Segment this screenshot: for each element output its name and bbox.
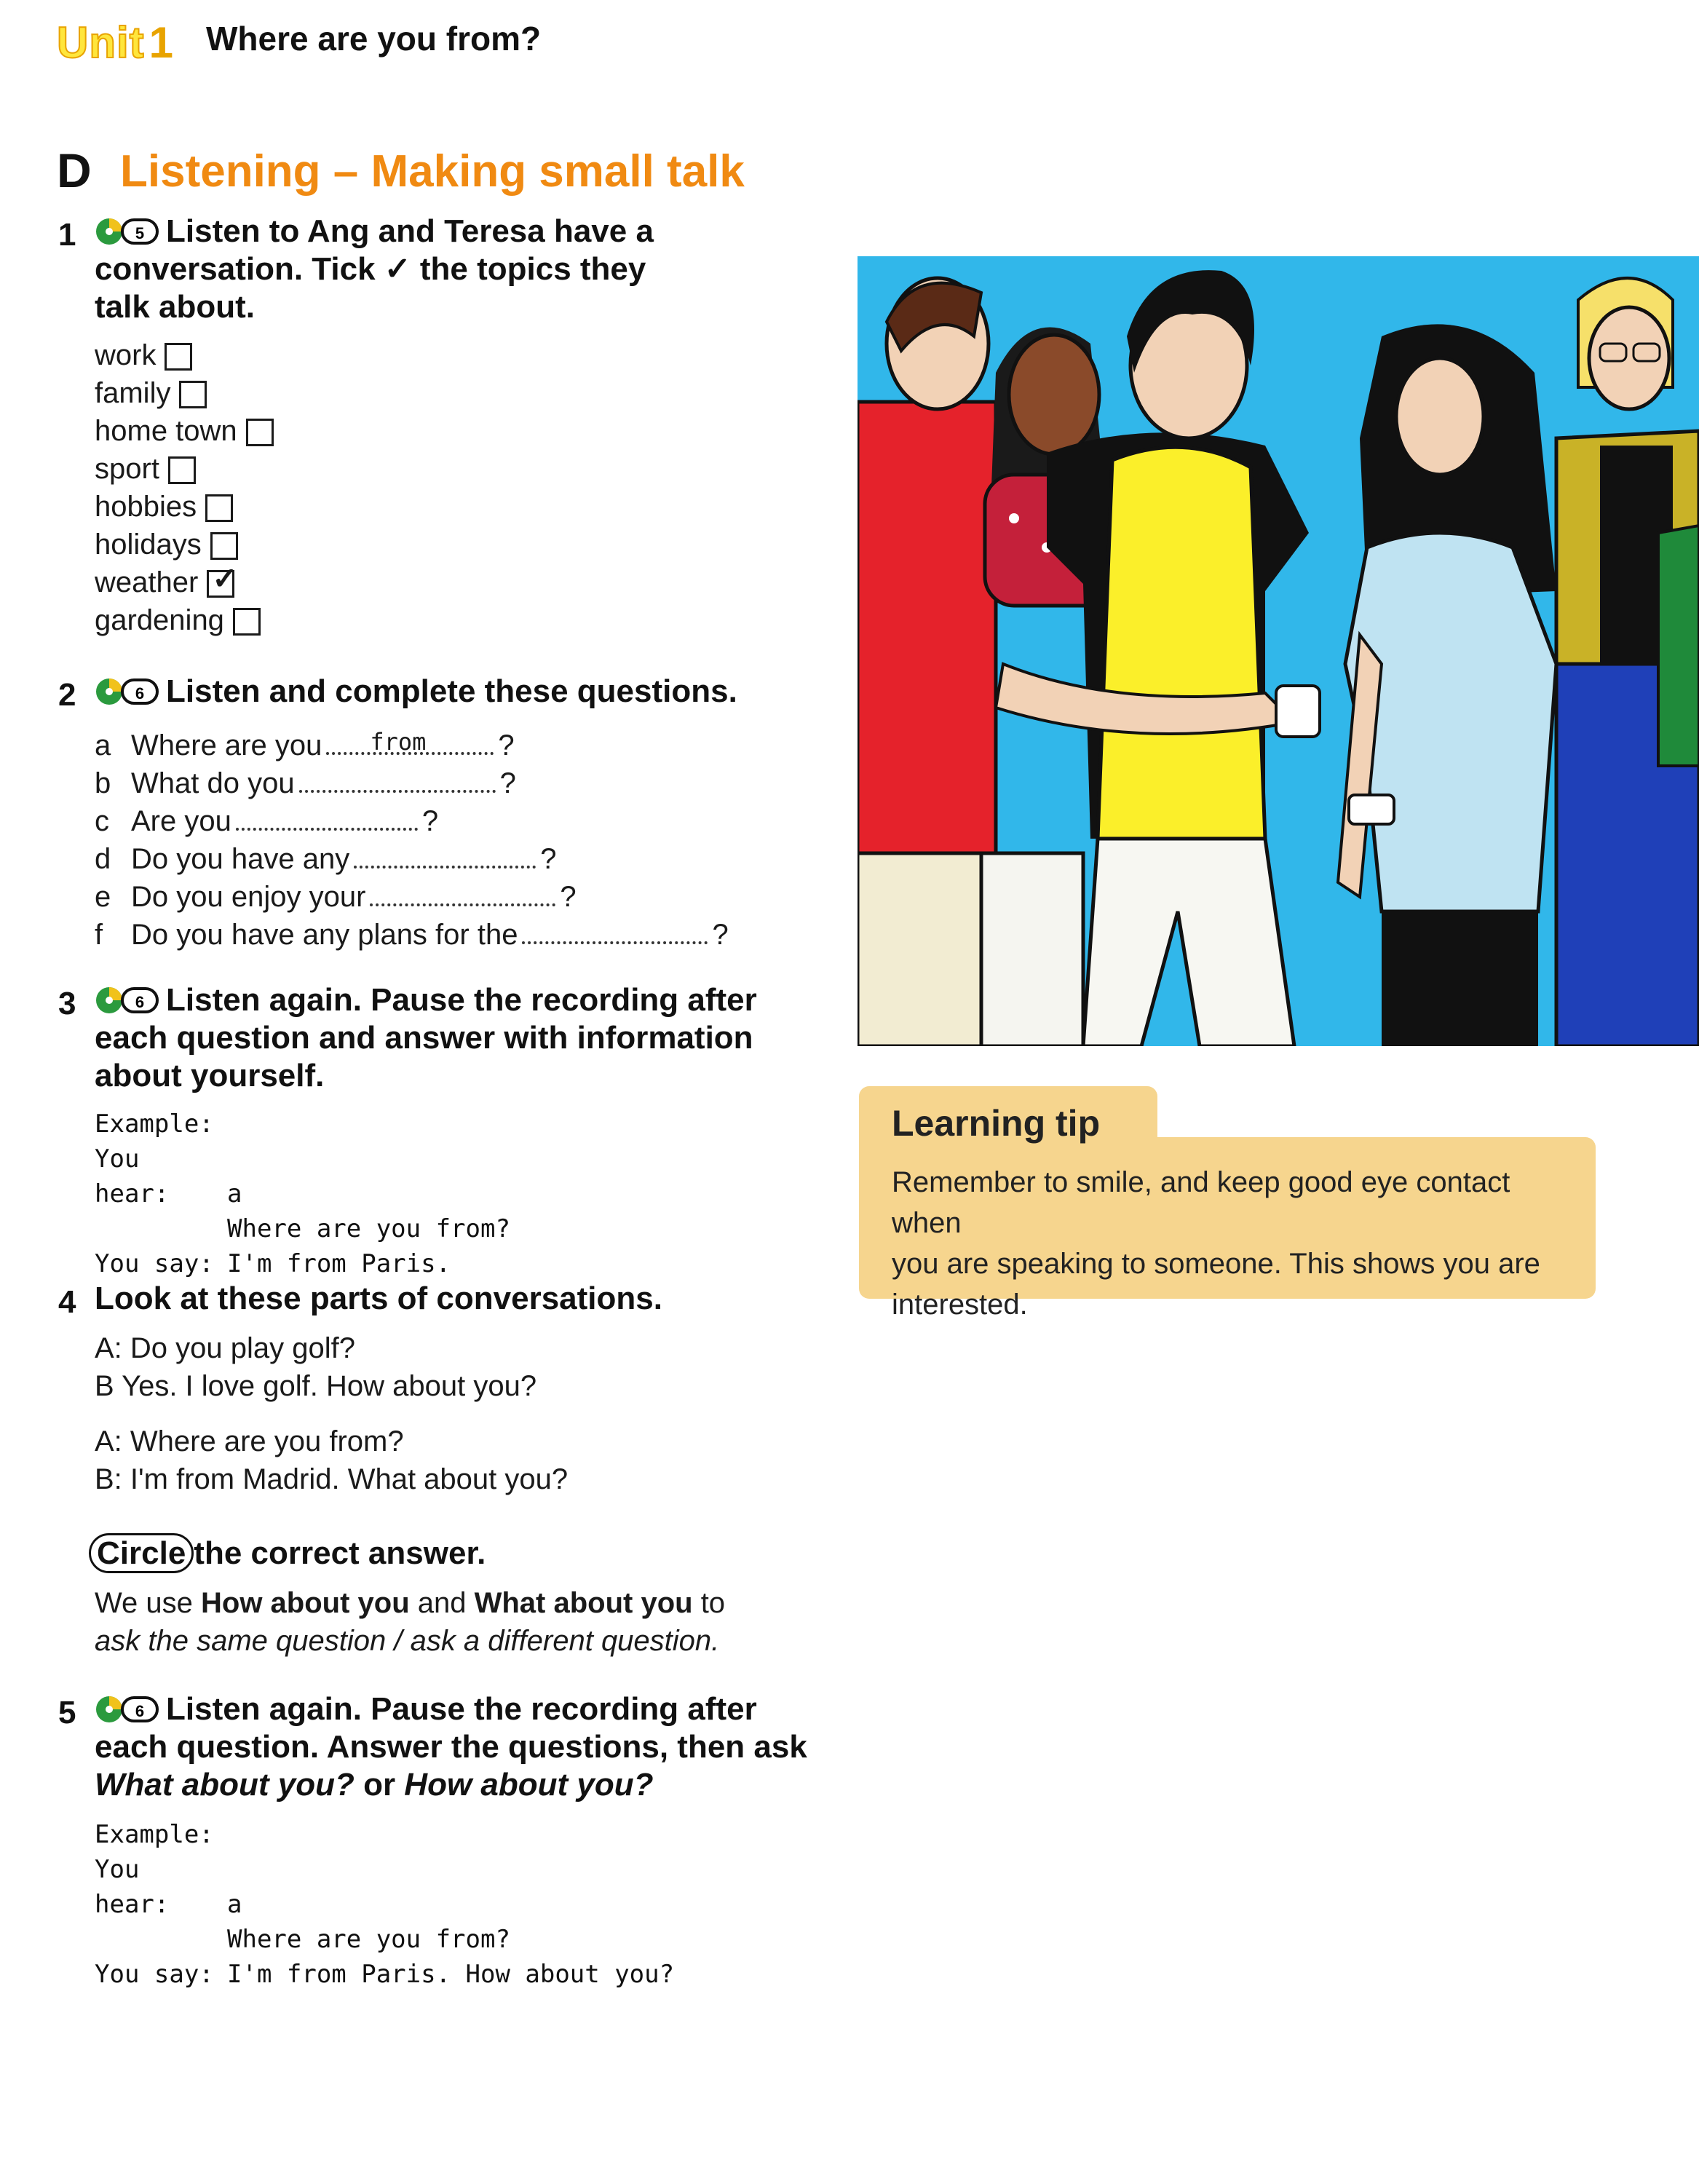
exercise-3-text-3: about yourself. bbox=[95, 1058, 325, 1093]
cd-track-number: 5 bbox=[135, 224, 145, 242]
you-say-row bbox=[95, 1246, 510, 1281]
dialogue-2-line-a: A: Where are you from? bbox=[95, 1425, 404, 1457]
question-letter: f bbox=[95, 919, 103, 951]
topic-checkbox[interactable] bbox=[246, 419, 274, 446]
question-row bbox=[95, 878, 577, 916]
rule-and: and bbox=[409, 1587, 475, 1619]
cd-track-number: 6 bbox=[135, 1702, 145, 1720]
question-text: Where are you bbox=[131, 729, 322, 761]
learning-tip-text bbox=[892, 1162, 1576, 1325]
section-letter: D bbox=[57, 143, 92, 197]
rule-how-about-you: How about you bbox=[201, 1587, 410, 1619]
what-about-you-italic: What about you? bbox=[95, 1767, 355, 1803]
rule-answer-options[interactable]: ask the same question / ask a different question. bbox=[95, 1625, 720, 1657]
topic-item bbox=[95, 412, 274, 450]
answer-blank[interactable] bbox=[354, 858, 536, 869]
topic-item bbox=[95, 374, 207, 412]
question-text: Do you have any plans for the bbox=[131, 919, 518, 951]
topic-item bbox=[95, 336, 192, 374]
question-letter: e bbox=[95, 881, 111, 913]
question-text: Do you have any bbox=[131, 843, 350, 875]
exercise-5-text-1: Listen again. Pause the recording after bbox=[166, 1691, 757, 1727]
rule-to: to bbox=[692, 1587, 726, 1619]
you-hear-row bbox=[95, 1852, 674, 1922]
topic-label: holidays bbox=[95, 529, 202, 561]
circled-word: Circle bbox=[89, 1533, 194, 1573]
question-letter: a bbox=[95, 729, 111, 761]
topic-item bbox=[95, 488, 233, 526]
exercise-4-number: 4 bbox=[58, 1284, 76, 1320]
exercise-1-instruction bbox=[95, 213, 823, 326]
question-mark: ? bbox=[498, 729, 515, 761]
circle-instruction-rest: the correct answer. bbox=[194, 1535, 486, 1571]
exercise-2-instruction bbox=[95, 673, 823, 711]
topic-item bbox=[95, 450, 196, 488]
exercise-5-text-3 bbox=[95, 1766, 859, 1804]
topic-checkbox[interactable] bbox=[165, 343, 192, 371]
exercise-1-number: 1 bbox=[58, 217, 76, 253]
exercise-1-text-3: talk about. bbox=[95, 289, 256, 325]
answer-blank[interactable] bbox=[522, 934, 708, 944]
learning-tip-title: Learning tip bbox=[892, 1103, 1101, 1144]
learning-tip-line-2: you are speaking to someone. This shows you are bbox=[892, 1248, 1540, 1280]
exercise-5-text-2: each question. Answer the questions, then ask bbox=[95, 1729, 807, 1765]
exercise-5-example bbox=[95, 1817, 674, 1992]
exercise-5-line-1 bbox=[95, 1690, 859, 1728]
usage-rule-line-1 bbox=[95, 1584, 725, 1622]
question-mark: ? bbox=[712, 919, 729, 951]
you-hear-text: Where are you from? bbox=[227, 1925, 510, 1954]
question-row bbox=[95, 840, 556, 878]
topic-item bbox=[95, 561, 238, 601]
people-drawing bbox=[858, 256, 1699, 1046]
rule-prefix: We use bbox=[95, 1587, 201, 1619]
topic-label: family bbox=[95, 377, 171, 409]
answer-text: from bbox=[370, 728, 427, 756]
topic-checkbox[interactable] bbox=[205, 494, 233, 522]
exercise-1-text-2: conversation. Tick ✓ the topics they bbox=[95, 251, 646, 287]
answer-blank[interactable] bbox=[299, 783, 496, 793]
question-row bbox=[95, 764, 516, 802]
topic-item bbox=[95, 601, 261, 639]
exercise-3-text-2: each question and answer with information bbox=[95, 1020, 753, 1056]
section-title: Listening – Making small talk bbox=[120, 146, 745, 197]
usage-rule bbox=[95, 1584, 725, 1660]
check-mark-icon: ✓ bbox=[212, 561, 238, 596]
you-hear-letter: a bbox=[227, 1890, 242, 1919]
topic-item bbox=[95, 526, 238, 563]
topic-checkbox[interactable] bbox=[179, 381, 207, 408]
question-letter: c bbox=[95, 805, 109, 837]
exercise-5-instruction bbox=[95, 1690, 859, 1804]
answer-blank[interactable] bbox=[370, 896, 555, 906]
exercise-3-number: 3 bbox=[58, 986, 76, 1021]
question-mark: ? bbox=[421, 805, 439, 837]
you-say-label: You say: bbox=[95, 1960, 214, 1989]
unit-word: Unit bbox=[57, 18, 145, 67]
question-mark: ? bbox=[499, 767, 516, 799]
or-word: or bbox=[354, 1767, 405, 1803]
learning-tip-line-3: interested. bbox=[892, 1289, 1028, 1321]
question-letter: b bbox=[95, 767, 111, 799]
exercise-1-text-1: Listen to Ang and Teresa have a bbox=[166, 213, 654, 249]
dialogue-1 bbox=[95, 1329, 536, 1405]
dialogue-1-line-a: A: Do you play golf? bbox=[95, 1332, 355, 1364]
question-mark: ? bbox=[540, 843, 557, 875]
exercise-5-number: 5 bbox=[58, 1695, 76, 1730]
dialogue-2-line-b: B: I'm from Madrid. What about you? bbox=[95, 1463, 569, 1495]
question-row bbox=[95, 802, 438, 840]
how-about-you-italic: How about you? bbox=[404, 1767, 654, 1803]
exercise-1-line-1 bbox=[95, 213, 823, 250]
you-say-row bbox=[95, 1957, 674, 1992]
answer-blank[interactable] bbox=[326, 728, 494, 756]
you-hear-label: You hear: bbox=[95, 1855, 170, 1919]
question-text: Do you enjoy your bbox=[131, 881, 366, 913]
example-label: Example: bbox=[95, 1109, 214, 1139]
question-letter: d bbox=[95, 843, 111, 875]
you-hear-label: You hear: bbox=[95, 1144, 170, 1208]
cd-track-icon[interactable] bbox=[95, 1695, 159, 1724]
you-say-label: You say: bbox=[95, 1249, 214, 1278]
dialogue-2 bbox=[95, 1423, 568, 1498]
topic-checkbox[interactable] bbox=[207, 561, 238, 598]
topic-label: home town bbox=[95, 415, 237, 447]
you-hear-letter: a bbox=[227, 1179, 242, 1208]
dialogue-1-line-b: B Yes. I love golf. How about you? bbox=[95, 1370, 537, 1402]
cd-track-number: 6 bbox=[135, 684, 145, 703]
topic-checkbox[interactable] bbox=[233, 608, 261, 636]
example-label: Example: bbox=[95, 1820, 214, 1849]
you-hear-row bbox=[95, 1142, 510, 1211]
answer-blank[interactable] bbox=[236, 820, 418, 831]
topic-label: work bbox=[95, 339, 157, 371]
you-say-text: I'm from Paris. bbox=[227, 1249, 451, 1278]
you-say-text: I'm from Paris. How about you? bbox=[227, 1960, 675, 1989]
exercise-4-instruction: Look at these parts of conversations. bbox=[95, 1281, 662, 1316]
topic-label: hobbies bbox=[95, 491, 197, 523]
question-row bbox=[95, 916, 729, 954]
question-text: What do you bbox=[131, 767, 295, 799]
question-row bbox=[95, 727, 515, 764]
cd-track-icon[interactable] bbox=[95, 986, 159, 1015]
unit-title: Where are you from? bbox=[206, 20, 542, 58]
exercise-3-line-1 bbox=[95, 981, 859, 1019]
exercise-2-number: 2 bbox=[58, 677, 76, 713]
exercise-3-example bbox=[95, 1107, 510, 1281]
rule-what-about-you: What about you bbox=[474, 1587, 693, 1619]
cd-track-icon[interactable] bbox=[95, 677, 159, 706]
you-hear-text: Where are you from? bbox=[227, 1214, 510, 1243]
topic-label: weather bbox=[95, 566, 199, 598]
unit-number: 1 bbox=[148, 18, 175, 67]
topic-checkbox[interactable] bbox=[168, 456, 196, 484]
topic-label: sport bbox=[95, 453, 159, 485]
cd-track-icon[interactable] bbox=[95, 217, 159, 246]
circle-instruction bbox=[89, 1535, 486, 1572]
learning-tip-line-1: Remember to smile, and keep good eye contact when bbox=[892, 1166, 1510, 1239]
exercise-3-instruction bbox=[95, 981, 859, 1095]
topic-label: gardening bbox=[95, 604, 224, 636]
group-conversation-illustration bbox=[858, 256, 1699, 1046]
question-mark: ? bbox=[560, 881, 577, 913]
exercise-2-text: Listen and complete these questions. bbox=[166, 673, 737, 709]
exercise-3-text-1: Listen again. Pause the recording after bbox=[166, 982, 757, 1018]
cd-track-number: 6 bbox=[135, 993, 145, 1011]
question-text: Are you bbox=[131, 805, 231, 837]
topic-checkbox[interactable] bbox=[210, 532, 238, 560]
unit-label bbox=[57, 17, 174, 68]
